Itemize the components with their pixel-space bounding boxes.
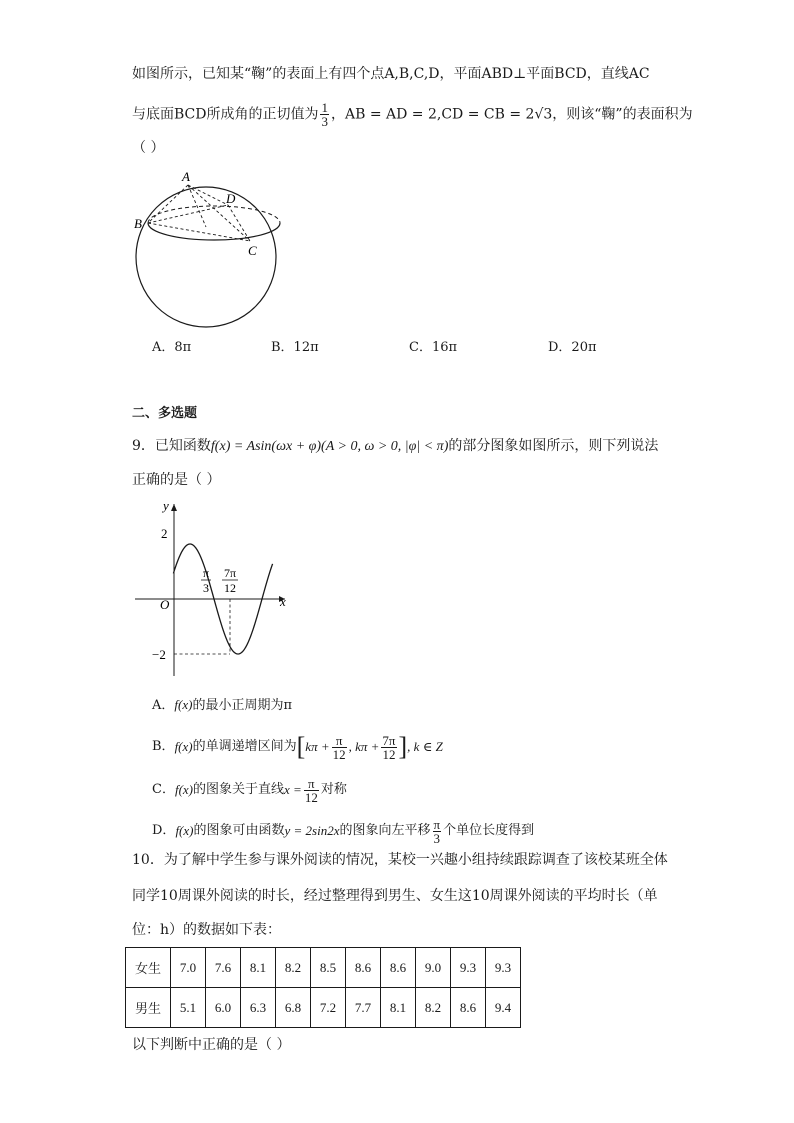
q9-option-d-text2: 的图象向左平移 [339, 823, 431, 838]
table-cell: 7.2 [311, 988, 346, 1028]
q9-line1-b: 的部分图象如图所示，则下列说法 [448, 438, 659, 454]
table-row [126, 988, 521, 1028]
right-bracket: ] [398, 732, 408, 761]
q8-frac-numerator: 1 [321, 100, 328, 115]
table-cell: 9.3 [451, 948, 486, 988]
q9-option-b-letter: B． [152, 739, 175, 754]
table-cell: 7.0 [171, 948, 206, 988]
row-label: 女生 [126, 948, 171, 988]
table-cell: 8.6 [346, 948, 381, 988]
table-cell: 9.4 [486, 988, 521, 1028]
label-A: A [182, 169, 190, 184]
q9-option-d-letter: D． [152, 823, 176, 838]
x-tick-7pi12-num: 7π [223, 566, 237, 580]
y-tick-neg2: −2 [152, 647, 166, 662]
q8-line2-a: 与底面BCD所成角的正切值为 [132, 106, 319, 123]
q9-option-d-eq: y = 2sin2x [284, 823, 340, 838]
table-cell: 6.8 [276, 988, 311, 1028]
q8-paren: （ ） [132, 140, 165, 156]
q10-line1: 10．为了解中学生参与课外阅读的情况，某校一兴趣小组持续跟踪调查了该校某班全体 [132, 852, 668, 868]
q9-option-c-x: x = [284, 782, 302, 797]
fracd-den: 3 [433, 830, 441, 846]
table-cell: 8.6 [451, 988, 486, 1028]
table-cell: 8.1 [241, 948, 276, 988]
label-D: D [226, 191, 236, 206]
table-cell: 8.1 [381, 988, 416, 1028]
q8-option-b[interactable]: B．12π [271, 340, 319, 355]
q10-line3: 位：h）的数据如下表： [132, 922, 282, 938]
q9-option-b-tail: , k ∈ Z [407, 739, 443, 754]
table-cell: 8.5 [311, 948, 346, 988]
table-cell: 9.3 [486, 948, 521, 988]
q9-option-b-frac1 [332, 734, 347, 761]
q8-option-a[interactable]: A．8π [152, 340, 192, 355]
q9-option-d-text3: 个单位长度得到 [443, 823, 535, 838]
q8-frac-denominator: 3 [321, 114, 328, 129]
ellipse-front [148, 223, 280, 240]
table-cell: 6.0 [206, 988, 241, 1028]
q10-after: 以下判断中正确的是（ ） [132, 1037, 291, 1053]
q9-option-b[interactable] [152, 730, 443, 764]
q8-line2 [132, 101, 693, 128]
q10-line2: 同学10周课外阅读的时长，经过整理得到男生、女生这10周课外阅读的平均时长（单 [132, 888, 658, 904]
fracd-num: π [433, 816, 441, 832]
x-axis-label: x [280, 594, 286, 609]
q9-option-b-k1: kπ + [305, 739, 330, 754]
label-B: B [134, 216, 142, 231]
label-C: C [248, 243, 257, 258]
row-label: 男生 [126, 988, 171, 1028]
section-title: 二、多选题 [132, 406, 198, 421]
x-tick-pi3-den: 3 [203, 581, 209, 595]
q9-option-a[interactable] [152, 695, 292, 716]
q8-line2-b: ，AB = AD = 2,CD = CB = 2√3，则该“鞠”的表面积为 [330, 106, 693, 123]
q9-option-c-letter: C． [152, 782, 175, 797]
q9-option-d[interactable] [152, 814, 534, 848]
table-cell: 8.2 [416, 988, 451, 1028]
q9-option-c-frac [304, 777, 319, 804]
q9-option-a-f: f(x) [174, 697, 193, 712]
frac2-num: 7π [382, 732, 396, 748]
table-cell: 8.2 [276, 948, 311, 988]
q9-option-b-f: f(x) [174, 739, 193, 754]
y-axis-arrow [171, 504, 177, 511]
q9-line2: 正确的是（ ） [132, 472, 221, 488]
table-cell: 6.3 [241, 988, 276, 1028]
table-cell: 9.0 [416, 948, 451, 988]
table-cell: 8.6 [381, 948, 416, 988]
q9-line1-a: 9．已知函数 [132, 438, 211, 454]
frac1-den: 12 [332, 746, 346, 762]
q9-option-b-k2: , kπ + [348, 739, 380, 754]
table-cell: 7.7 [346, 988, 381, 1028]
sphere-figure [130, 165, 300, 330]
fracc-num: π [304, 777, 319, 791]
x-tick-7pi12-den: 12 [224, 581, 236, 595]
q8-option-c[interactable]: C．16π [409, 340, 458, 355]
fracc-den: 12 [304, 789, 318, 805]
table-cell: 7.6 [206, 948, 241, 988]
q9-option-d-text1: 的图象可由函数 [193, 823, 285, 838]
q9-function-def: f(x) = Asin(ωx + φ)(A > 0, ω > 0, |φ| < π) [210, 439, 449, 454]
q9-option-c[interactable] [152, 773, 347, 807]
left-bracket: [ [296, 732, 306, 761]
q9-option-c-f: f(x) [174, 782, 193, 797]
frac1-num: π [332, 734, 347, 748]
q9-option-d-f: f(x) [175, 823, 194, 838]
q9-option-c-text1: 的图象关于直线 [193, 782, 285, 797]
q9-line1 [132, 436, 658, 457]
x-tick-pi3-num: π [202, 566, 210, 580]
table-row [126, 948, 521, 988]
sine-graph [130, 498, 295, 678]
q8-fraction [320, 101, 329, 128]
q9-option-a-text: 的最小正周期为π [192, 698, 292, 713]
q9-option-d-frac [433, 818, 442, 845]
table-cell: 5.1 [171, 988, 206, 1028]
q8-option-d[interactable]: D．20π [548, 340, 597, 355]
q9-option-b-text: 的单调递增区间为 [192, 739, 297, 754]
reading-time-table [125, 947, 521, 1028]
frac2-den: 12 [382, 746, 396, 762]
q9-option-a-letter: A． [152, 698, 175, 713]
q9-option-b-frac2 [381, 734, 396, 761]
y-tick-2: 2 [161, 526, 168, 541]
origin-label: O [160, 597, 170, 612]
q9-option-c-text2: 对称 [320, 782, 347, 797]
y-axis-label: y [163, 498, 169, 513]
q8-line1: 如图所示，已知某“鞠”的表面上有四个点A,B,C,D，平面ABD⊥平面BCD，直线AC [132, 66, 650, 82]
